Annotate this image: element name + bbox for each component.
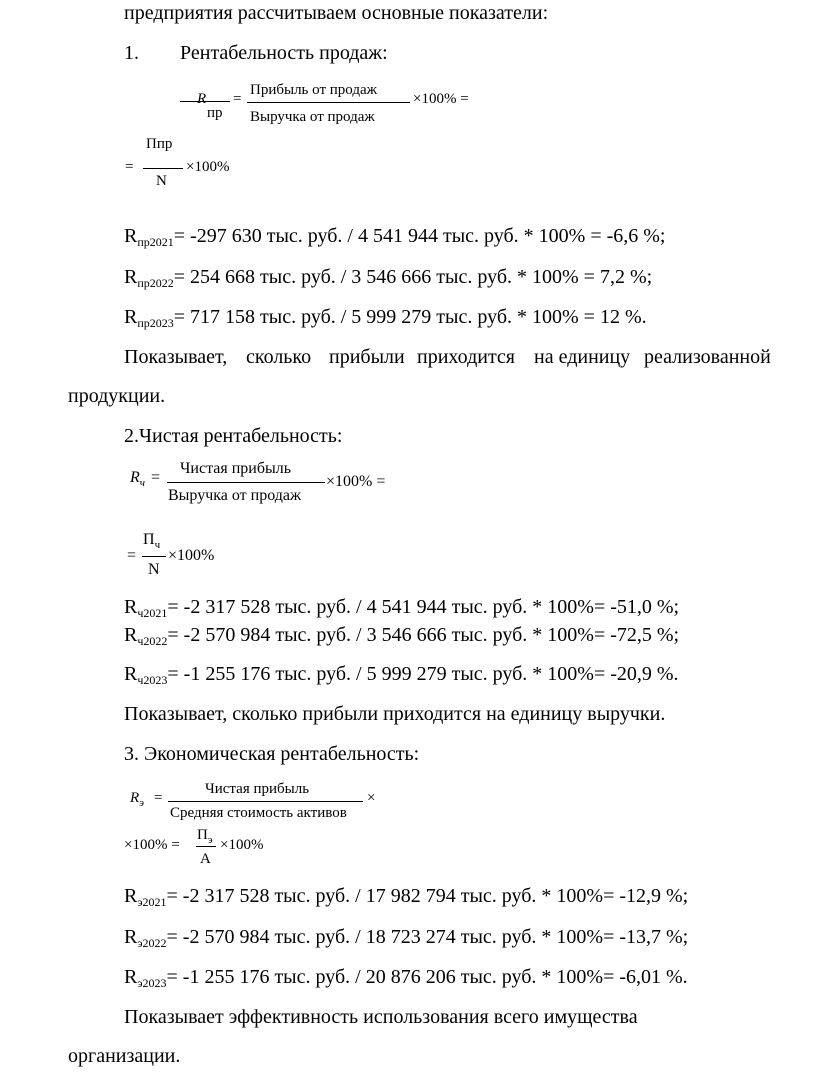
formula-symbol: R bbox=[197, 91, 207, 107]
result-row: $R_{ч2023}= -1$ 255 176 тыс. руб. / 5 999 279 тыс. руб. * 100%= -20,9 %. bbox=[124, 663, 679, 687]
formula2-tail: ×100% bbox=[220, 837, 264, 853]
formula2-numerator: Ппр bbox=[146, 136, 173, 152]
result-row: $R_{ч2021}= -2$ 317 528 тыс. руб. / 4 541 944 тыс. руб. * 100%= -51,0 %; bbox=[124, 596, 680, 620]
formula-equals: = bbox=[233, 91, 242, 107]
formula2-tail: ×100% bbox=[168, 547, 215, 564]
fraction-line bbox=[142, 556, 166, 557]
fraction-line bbox=[196, 846, 216, 847]
note-word: прибыли bbox=[329, 346, 405, 368]
result-row: $R_{пр2023}= 717$ 158 тыс. руб. / 5 999 279 тыс. руб. * 100% = 12 %. bbox=[124, 306, 647, 330]
fraction-line bbox=[247, 102, 410, 103]
fraction-line bbox=[143, 168, 183, 169]
formula-tail: ×100% = bbox=[326, 473, 386, 490]
section3-note-line2: организации. bbox=[68, 1045, 181, 1067]
note-word: реализованной bbox=[644, 346, 771, 368]
formula-equals: = bbox=[154, 790, 163, 806]
formula-numerator: Прибыль от продаж bbox=[250, 82, 378, 98]
formula2-equals: = bbox=[127, 547, 137, 564]
formula2-denominator: N bbox=[148, 561, 160, 578]
formula-denominator: Выручка от продаж bbox=[250, 109, 375, 125]
section1-title: Рентабельность продаж: bbox=[180, 42, 388, 64]
section3-title: 3. Экономическая рентабельность: bbox=[124, 743, 420, 765]
section3-note-line1: Показывает эффективность использования всего имущества bbox=[124, 1006, 638, 1028]
formula-equals: = bbox=[151, 469, 161, 486]
section2-note: Показывает, сколько прибыли приходится на единицу выручки. bbox=[124, 703, 666, 725]
result-row: $R_{э2022}= -2$ 570 984 тыс. руб. / 18 723 274 тыс. руб. * 100%= -13,7 %; bbox=[124, 926, 689, 950]
result-row: $R_{пр2022}= 254$ 668 тыс. руб. / 3 546 666 тыс. руб. * 100% = 7,2 %; bbox=[124, 266, 653, 290]
section2-title: 2.Чистая рентабельность: bbox=[124, 425, 343, 447]
formula2-numerator: $П_ч$ bbox=[143, 531, 161, 551]
formula2-denominator: N bbox=[156, 173, 167, 189]
result-row: $R_{э2021}= -2$ 317 528 тыс. руб. / 17 982 794 тыс. руб. * 100%= -12,9 %; bbox=[124, 885, 689, 909]
formula-denominator: Средняя стоимость активов bbox=[170, 805, 347, 821]
section1-number: 1. bbox=[124, 42, 139, 64]
formula-symbol-sub: пр bbox=[207, 105, 223, 121]
note-word: Показывает, bbox=[124, 346, 228, 368]
formula2-tail: ×100% bbox=[186, 159, 230, 175]
note-line2: продукции. bbox=[68, 385, 166, 407]
result-row: $R_{пр2021}= -297$ 630 тыс. руб. / 4 541 944 тыс. руб. * 100% = -6,6 %; bbox=[124, 225, 666, 249]
formula2-lead: ×100% = bbox=[124, 837, 180, 853]
formula2-denominator: A bbox=[200, 851, 211, 867]
formula-symbol: $R_э$ bbox=[130, 790, 145, 809]
formula-tail: × bbox=[367, 790, 376, 806]
formula-tail: ×100% = bbox=[413, 91, 469, 107]
formula2-numerator: $П_э$ bbox=[197, 827, 213, 846]
fraction-line bbox=[168, 801, 363, 802]
result-row: $R_{ч2022}= -2$ 570 984 тыс. руб. / 3 546 666 тыс. руб. * 100%= -72,5 %; bbox=[124, 624, 680, 648]
formula-denominator: Выручка от продаж bbox=[168, 487, 302, 504]
note-word: на единицу bbox=[534, 346, 631, 368]
intro-text: предприятия рассчитываем основные показатели: bbox=[124, 2, 549, 24]
result-row: $R_{э2023}= -1$ 255 176 тыс. руб. / 20 876 206 тыс. руб. * 100%= -6,01 %. bbox=[124, 966, 688, 990]
formula-numerator: Чистая прибыль bbox=[180, 460, 292, 477]
formula-numerator: Чистая прибыль bbox=[205, 781, 310, 797]
formula2-equals: = bbox=[125, 159, 134, 175]
note-word: приходится bbox=[417, 346, 516, 368]
note-word: сколько bbox=[246, 346, 312, 368]
fraction-line bbox=[167, 482, 325, 483]
formula-symbol: $R_ч$ bbox=[130, 469, 146, 489]
